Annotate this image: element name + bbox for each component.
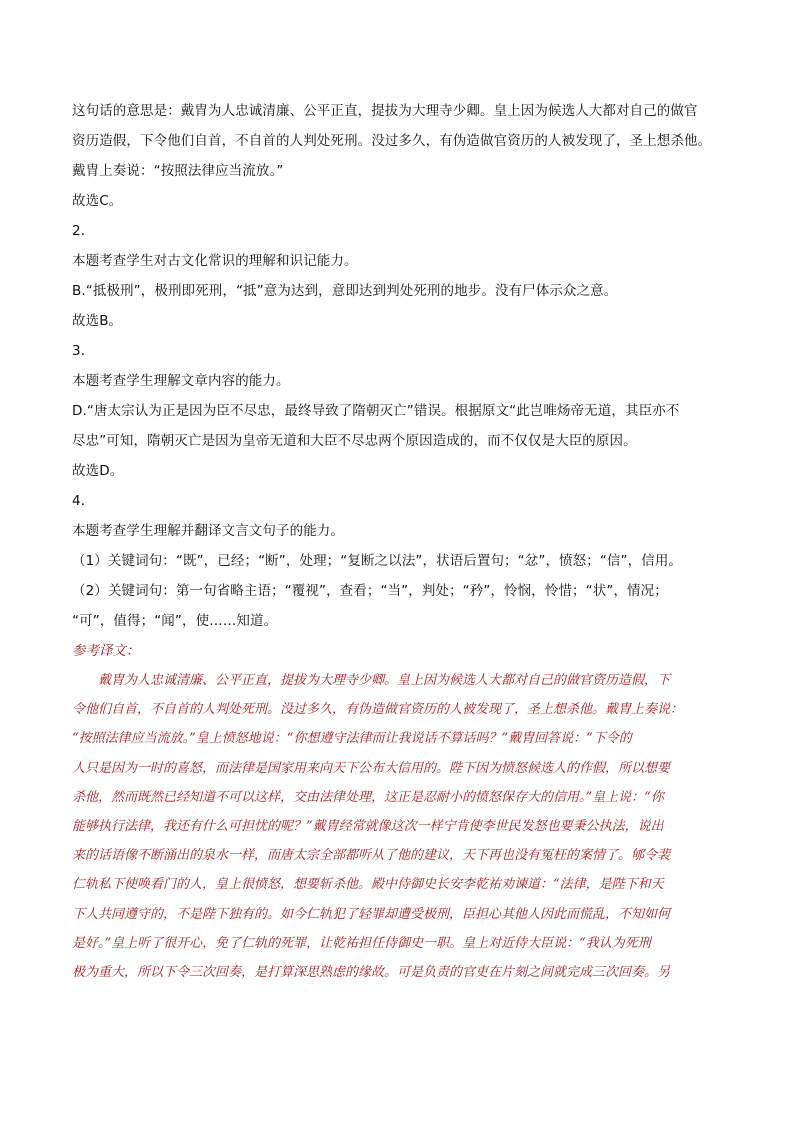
text-line: “可”，值得；“闻”，使……知道。 bbox=[72, 613, 278, 629]
question-number: 3． bbox=[72, 343, 95, 359]
text-line: （1）关键词句：“既”，已经；“断”，处理；“复断之以法”，状语后置句；“忿”，愤怒；“信”，信用。 bbox=[72, 553, 683, 569]
text-line: 本题考查学生理解并翻译文言文句子的能力。 bbox=[72, 523, 344, 539]
translation-line: 极为重大，所以下令三次回奏，是打算深思熟虑的缘故。可是负责的官吏在片刻之间就完成三次回奏。另 bbox=[72, 964, 671, 980]
text-line: 尽忠”可知，隋朝灭亡是因为皇帝无道和大臣不尽忠两个原因造成的，而不仅仅是大臣的原因。 bbox=[72, 433, 637, 449]
translation-line: 来的话语像不断涌出的泉水一样，而唐太宗全部都听从了他的建议，天下再也没有冤枉的案情了。郇令裴 bbox=[72, 848, 671, 864]
question-number: 2． bbox=[72, 223, 95, 239]
translation-title: 参考译文： bbox=[72, 643, 140, 659]
translation-line: 是好。”皇上听了很开心，免了仁轨的死罪，让乾祐担任侍御史一职。皇上对近侍大臣说：“我认为死刑 bbox=[72, 935, 651, 951]
translation-line: 戴胄为人忠诚清廉、公平正直，提拔为大理寺少卿。皇上因为候选人大都对自己的做官资历造假，下 bbox=[98, 673, 671, 688]
translation-line: 杀他，然而既然已经知道不可以这样，交由法律处理，这正是忍耐小的愤怒保存大的信用。”皇上说：“你 bbox=[72, 789, 664, 805]
answer-choice: 故选D。 bbox=[72, 463, 124, 479]
text-line: 这句话的意思是：戴胄为人忠诚清廉、公平正直，提拔为大理寺少卿。皇上因为候选人大都对自己的做官 bbox=[72, 103, 698, 119]
answer-choice: 故选C。 bbox=[72, 193, 123, 209]
answer-choice: 故选B。 bbox=[72, 313, 123, 329]
translation-line: 下人共同遵守的，不是陛下独有的。如今仁轨犯了轻罪却遭受极刑，臣担心其他人因此而慌乱，不知如何 bbox=[72, 906, 671, 922]
translation-line: 令他们自首，不自首的人判处死刑。没过多久，有伪造做官资历的人被发现了，圣上想杀他。戴胄上奏说： bbox=[72, 702, 684, 718]
text-line: 戴胄上奏说：“按照法律应当流放。” bbox=[72, 163, 284, 179]
text-line: D.“唐太宗认为正是因为臣不尽忠，最终导致了隋朝灭亡”错误。根据原文“此岂唯炀帝无道，其臣亦不 bbox=[72, 403, 680, 419]
translation-body bbox=[72, 666, 732, 987]
question-number: 4． bbox=[72, 493, 95, 509]
text-line: 资历造假，下令他们自首，不自首的人判处死刑。没过多久，有伪造做官资历的人被发现了，圣上想杀他。 bbox=[72, 133, 712, 149]
text-line: （2）关键词句：第一句省略主语；“覆视”，查看；“当”，判处；“矜”，怜悯，怜惜；“状”，情况； bbox=[72, 583, 668, 599]
text-line: 本题考查学生理解文章内容的能力。 bbox=[72, 373, 290, 389]
text-line: 本题考查学生对古文化常识的理解和识记能力。 bbox=[72, 253, 358, 269]
translation-line: “按照法律应当流放。”皇上愤怒地说：“你想遵守法律而让我说话不算话吗？”戴胄回答说：“下令的 bbox=[72, 731, 632, 747]
translation-line: 仁轨私下使唤看门的人，皇上很愤怒，想要斩杀他。殿中侍御史长安李乾祐劝谏道：“法律，是陛下和天 bbox=[72, 877, 664, 893]
text-line: B.“抵极刑”，极刑即死刑，“抵”意为达到，意即达到判处死刑的地步。没有尸体示众之意。 bbox=[72, 283, 618, 299]
answer-explanation bbox=[72, 96, 732, 987]
translation-line: 人只是因为一时的喜怒，而法律是国家用来向天下公布大信用的。陛下因为愤怒候选人的作假，所以想要 bbox=[72, 760, 671, 776]
translation-line: 能够执行法律，我还有什么可担忧的呢？”戴胄经常就像这次一样宁肯使李世民发怒也要秉公执法，说出 bbox=[72, 818, 664, 834]
